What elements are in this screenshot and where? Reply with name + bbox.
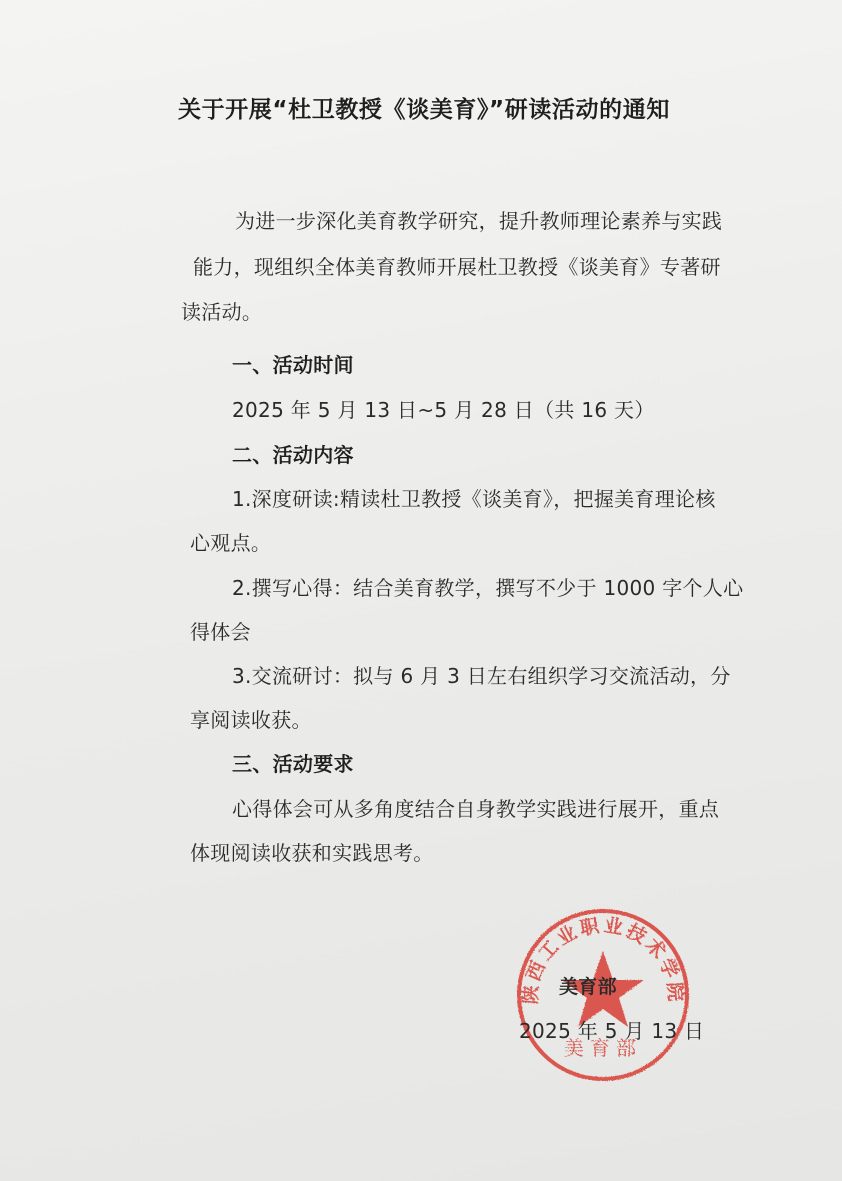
intro-line-1: 为进一步深化美育教学研究，提升教师理论素养与实践 <box>235 209 723 233</box>
section-2-item-1-line-2: 心观点。 <box>190 531 272 555</box>
section-1-heading: 一、活动时间 <box>232 353 354 377</box>
signature-date: 2025 年 5 月 13 日 <box>519 1019 705 1043</box>
page-title: 关于开展“杜卫教授《谈美育》”研读活动的通知 <box>178 97 670 123</box>
intro-line-3: 读活动。 <box>181 300 263 324</box>
section-2-item-2-line-2: 得体会 <box>190 620 251 644</box>
section-2-heading: 二、活动内容 <box>232 443 354 467</box>
section-3-line-1: 心得体会可从多角度结合自身教学实践进行展开，重点 <box>232 797 720 821</box>
seal-inner-text: 美育部 <box>564 1036 642 1060</box>
signature-department: 美育部 <box>559 976 617 998</box>
section-2-item-3-line-1: 3.交流研讨：拟与 6 月 3 日左右组织学习交流活动，分 <box>232 664 731 688</box>
seal-outer-text: 陕西工业职业技术学院 <box>519 914 687 1005</box>
section-1-content: 2025 年 5 月 13 日~5 月 28 日（共 16 天） <box>232 398 655 422</box>
section-3-line-2: 体现阅读收获和实践思考。 <box>190 841 434 865</box>
intro-line-2: 能力，现组织全体美育教师开展杜卫教授《谈美育》专著研 <box>193 255 721 279</box>
section-2-item-1-line-1: 1.深度研读:精读杜卫教授《谈美育》，把握美育理论核 <box>232 487 716 511</box>
section-2-item-2-line-1: 2.撰写心得：结合美育教学，撰写不少于 1000 字个人心 <box>232 576 744 600</box>
section-2-item-3-line-2: 享阅读收获。 <box>190 708 312 732</box>
section-3-heading: 三、活动要求 <box>232 752 354 776</box>
